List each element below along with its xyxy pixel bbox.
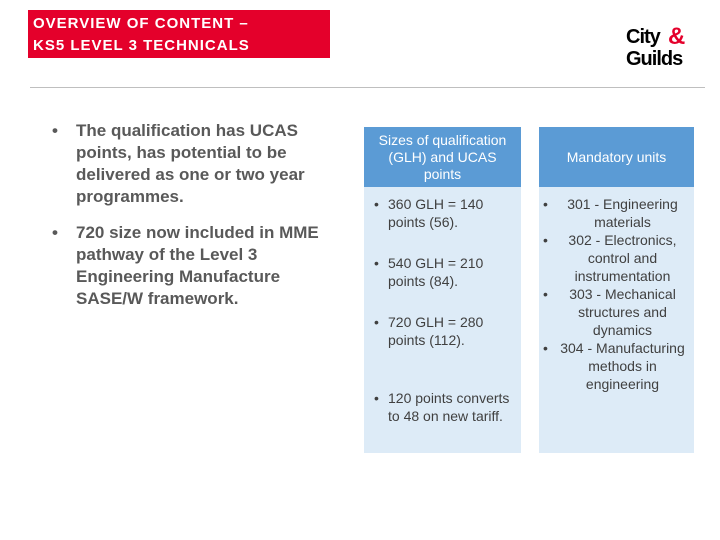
units-list-item <box>541 339 688 393</box>
bullet-icon: • <box>52 121 58 140</box>
slide-title <box>28 10 330 58</box>
key-point <box>52 120 350 208</box>
sizes-item-text: 540 GLH = 210 points (84). <box>388 255 484 289</box>
bullet-icon: • <box>52 223 58 242</box>
sizes-list-item <box>368 389 513 425</box>
header-divider <box>30 87 705 88</box>
sizes-list <box>368 195 513 425</box>
logo-ampersand: & <box>668 23 686 50</box>
units-column-header: Mandatory units <box>539 127 694 187</box>
logo-city: City <box>626 26 660 48</box>
key-point-text: The qualification has UCAS points, has potential to be delivered as one or two year programmes. <box>76 121 305 206</box>
key-point-text: 720 size now included in MME pathway of the Level 3 Engineering Manufacture SASE/W framework. <box>76 223 319 308</box>
key-points-list <box>52 120 350 324</box>
sizes-list-item <box>368 254 513 290</box>
sizes-item-text: 720 GLH = 280 points (112). <box>388 314 484 348</box>
bullet-icon: • <box>374 314 379 330</box>
sizes-item-text: 120 points converts to 48 on new tariff. <box>388 390 510 424</box>
bullet-icon: • <box>543 232 548 248</box>
sizes-column-body <box>364 187 521 453</box>
units-list-item <box>541 285 688 339</box>
slide-title-line2: KS5 LEVEL 3 TECHNICALS <box>33 37 250 54</box>
units-item-text: 301 - Engineering materials <box>567 196 678 230</box>
slide-title-line1: OVERVIEW OF CONTENT – <box>33 15 249 32</box>
city-and-guilds-logo <box>626 23 692 72</box>
sizes-column-header: Sizes of qualification (GLH) and UCAS points <box>364 127 521 187</box>
bullet-icon: • <box>543 196 548 212</box>
units-list <box>541 195 688 393</box>
sizes-list-item <box>368 313 513 349</box>
bullet-icon: • <box>374 255 379 271</box>
units-item-text: 304 - Manufacturing methods in engineering <box>560 340 685 392</box>
bullet-icon: • <box>543 286 548 302</box>
units-list-item <box>541 195 688 231</box>
bullet-icon: • <box>543 340 548 356</box>
units-item-text: 303 - Mechanical structures and dynamics <box>569 286 676 338</box>
bullet-icon: • <box>374 390 379 406</box>
sizes-item-text: 360 GLH = 140 points (56). <box>388 196 484 230</box>
units-list-item <box>541 231 688 285</box>
bullet-icon: • <box>374 196 379 212</box>
units-item-text: 302 - Electronics, control and instrumentation <box>568 232 677 284</box>
units-column-body <box>539 187 694 453</box>
logo-guilds: Guilds <box>626 48 683 70</box>
sizes-list-item <box>368 195 513 231</box>
key-point <box>52 222 350 310</box>
